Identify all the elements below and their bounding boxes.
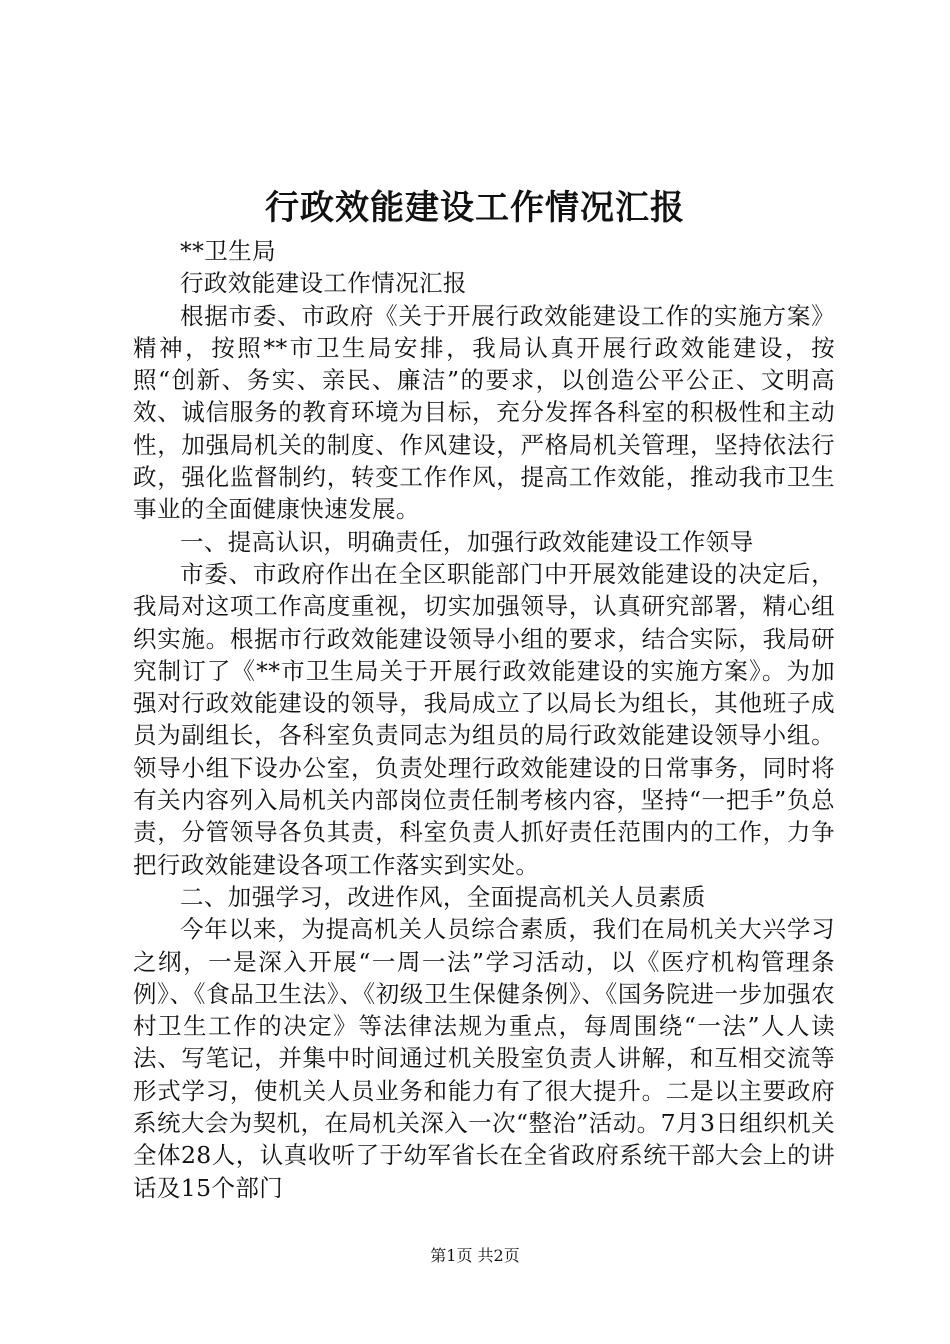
page-number-footer: 第1页 共2页 [430, 1246, 520, 1265]
report-subtitle: 行政效能建设工作情况汇报 [180, 269, 467, 298]
section-2-paragraph: 今年以来，为提高机关人员综合素质，我们在局机关大兴学习之纲，一是深入开展“一周一法”学习活动，以《医疗机构管理条例》、《食品卫生法》、《初级卫生保健条例》、《国务院进一步加强农村卫生工作的决定》等法律法规为重点，每周围绕“一法”人人读法、写笔记，并集中时间通过机关股室负责人讲解，和互相交流等形式学习，使机关人员业务和能力有了很大提升。二是以主要政府系统大会为契机，在局机关深入一次“整治”活动。7月3日组织机关全体28人，认真收听了于幼军省长在全省政府系统干部大会上的讲话及15个部门 [133, 915, 835, 1202]
document-body [133, 235, 835, 1204]
issuer-line: **卫生局 [180, 237, 276, 265]
section-1-paragraph: 市委、市政府作出在全区职能部门中开展效能建设的决定后，我局对这项工作高度重视，切实加强领导，认真研究部署，精心组织实施。根据市行政效能建设领导小组的要求，结合实际，我局研究制订了《**市卫生局关于开展行政效能建设的实施方案》。为加强对行政效能建设的领导，我局成立了以局长为组长，其他班子成员为副组长，各科室负责同志为组员的局行政效能建设领导小组。领导小组下设办公室，负责处理行政效能建设的日常事务，同时将有关内容列入局机关内部岗位责任制考核内容，坚持“一把手”负总责，分管领导各负其责，科室负责人抓好责任范围内的工作，力争把行政效能建设各项工作落实到实处。 [133, 559, 835, 879]
document-title: 行政效能建设工作情况汇报 [265, 188, 685, 228]
section-heading-1: 一、提高认识，明确责任，加强行政效能建设工作领导 [180, 527, 754, 556]
intro-paragraph: 根据市委、市政府《关于开展行政效能建设工作的实施方案》精神，按照**市卫生局安排，我局认真开展行政效能建设，按照“创新、务实、亲民、廉洁”的要求，以创造公平公正、文明高效、诚信服务的教育环境为目标，充分发挥各科室的积极性和主动性，加强局机关的制度、作风建设，严格局机关管理，坚持依法行政，强化监督制约，转变工作作风，提高工作效能，推动我市卫生事业的全面健康快速发展。 [133, 301, 835, 524]
section-heading-2: 二、加强学习，改进作风，全面提高机关人员素质 [180, 882, 706, 911]
